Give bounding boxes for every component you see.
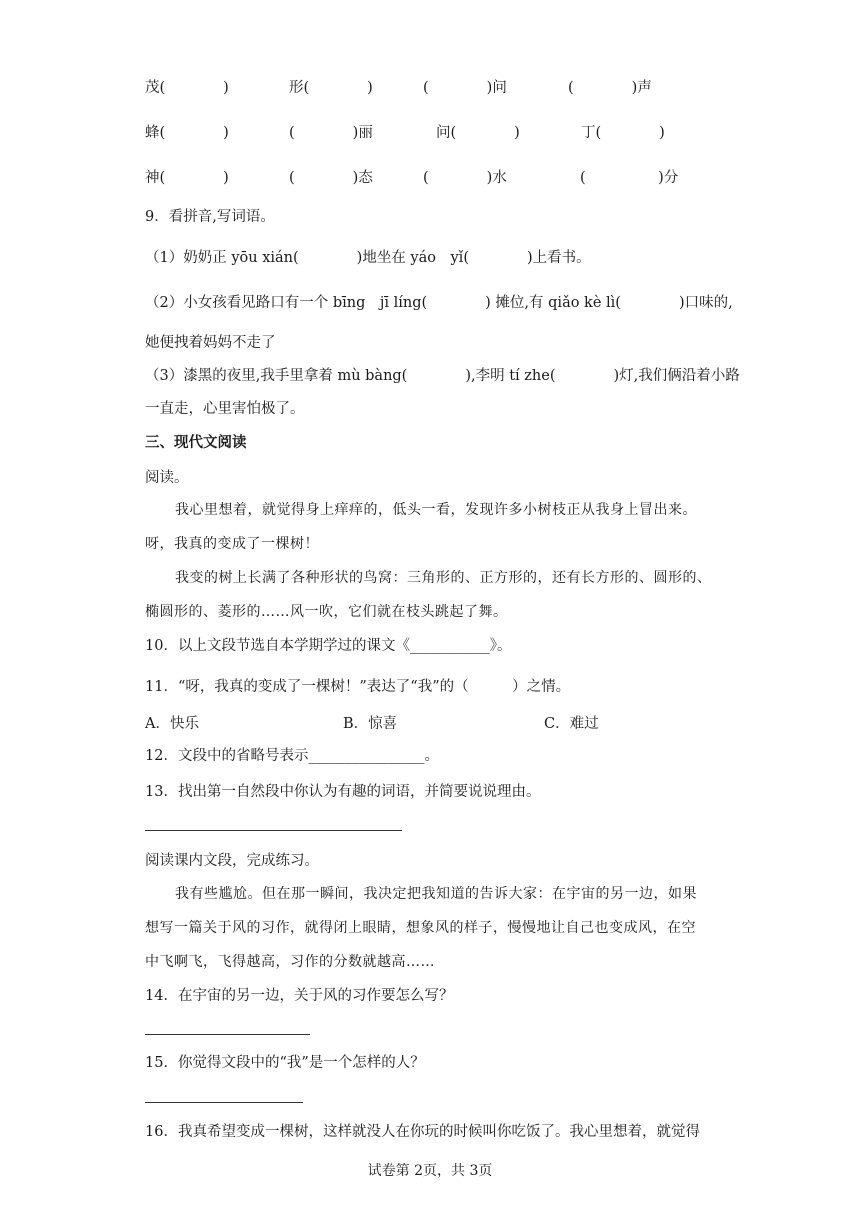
question-9-title: 9．看拼音,写词语。	[145, 209, 275, 225]
grid-cell[interactable]: ( )声	[568, 80, 652, 96]
option-a[interactable]: A．快乐	[145, 716, 199, 732]
grid-cell[interactable]: 神( )	[145, 170, 229, 186]
reading-intro-2: 阅读课内文段，完成练习。	[145, 853, 319, 869]
question-9-item-3[interactable]: （3）漆黑的夜里,我手里拿着 mù bàng( ),李明 tí zhe( )灯,我们俩沿着小路	[145, 368, 740, 384]
question-9-item-2-cont: 她便拽着妈妈不走了	[145, 335, 276, 351]
option-b[interactable]: B．惊喜	[343, 716, 398, 732]
passage-3-line: 中飞啊飞，飞得越高，习作的分数就越高……	[145, 954, 435, 970]
passage-2-line: 椭圆形的、菱形的……风一吹，它们就在枝头跳起了舞。	[145, 604, 508, 620]
passage-1-line: 我心里想着，就觉得身上痒痒的，低头一看，发现许多小树枝正从我身上冒出来。	[175, 502, 697, 518]
grid-cell[interactable]: ( )分	[580, 170, 679, 186]
answer-line[interactable]	[145, 1102, 303, 1103]
grid-cell[interactable]: ( )态	[289, 170, 373, 186]
answer-line[interactable]	[145, 1034, 310, 1035]
section-heading: 三、现代文阅读	[145, 435, 247, 451]
grid-cell[interactable]: 茂( )	[145, 80, 229, 96]
grid-cell[interactable]: 问( )	[436, 125, 520, 141]
grid-cell[interactable]: 蜂( )	[145, 125, 229, 141]
passage-2-line: 我变的树上长满了各种形状的鸟窝：三角形的、正方形的，还有长方形的、圆形的、	[175, 570, 712, 586]
page-footer: 试卷第 2页，共 3页	[367, 1163, 493, 1179]
question-15: 15．你觉得文段中的“我”是一个怎样的人？	[145, 1055, 425, 1071]
grid-cell[interactable]: ( )丽	[289, 125, 373, 141]
option-c[interactable]: C．难过	[544, 716, 599, 732]
question-16: 16．我真希望变成一棵树，这样就没人在你玩的时候叫你吃饭了。我心里想着，就觉得	[145, 1124, 700, 1140]
grid-cell[interactable]: ( )水	[423, 170, 507, 186]
reading-intro: 阅读。	[145, 470, 189, 486]
grid-cell[interactable]: 丁( )	[581, 125, 665, 141]
passage-3-line: 我有些尴尬。但在那一瞬间，我决定把我知道的告诉大家：在宇宙的另一边，如果	[175, 886, 697, 902]
grid-cell[interactable]: ( )问	[423, 80, 507, 96]
question-9-item-3-cont: 一直走，心里害怕极了。	[145, 401, 305, 417]
passage-1-line: 呀，我真的变成了一棵树！	[145, 536, 319, 552]
question-9-item-2[interactable]: （2）小女孩看见路口有一个 bīng jī líng( ) 摊位,有 qiǎo kè lì( )口味的,	[145, 295, 733, 311]
question-12[interactable]: 12．文段中的省略号表示________________。	[145, 748, 439, 764]
grid-cell[interactable]: 形( )	[289, 80, 373, 96]
answer-line[interactable]	[145, 830, 402, 831]
passage-3-line: 想写一篇关于风的习作，就得闭上眼睛，想象风的样子，慢慢地让自己也变成风，在空	[145, 920, 696, 936]
question-10[interactable]: 10．以上文段节选自本学期学过的课文《___________》。	[145, 638, 512, 654]
question-9-item-1[interactable]: （1）奶奶正 yōu xián( )地坐在 yáo yǐ( )上看书。	[145, 250, 591, 266]
question-13: 13．找出第一自然段中你认为有趣的词语，并简要说说理由。	[145, 784, 541, 800]
question-11: 11．“呀，我真的变成了一棵树！”表达了“我”的（ ）之情。	[145, 679, 571, 695]
question-14: 14．在宇宙的另一边，关于风的习作要怎么写？	[145, 988, 454, 1004]
